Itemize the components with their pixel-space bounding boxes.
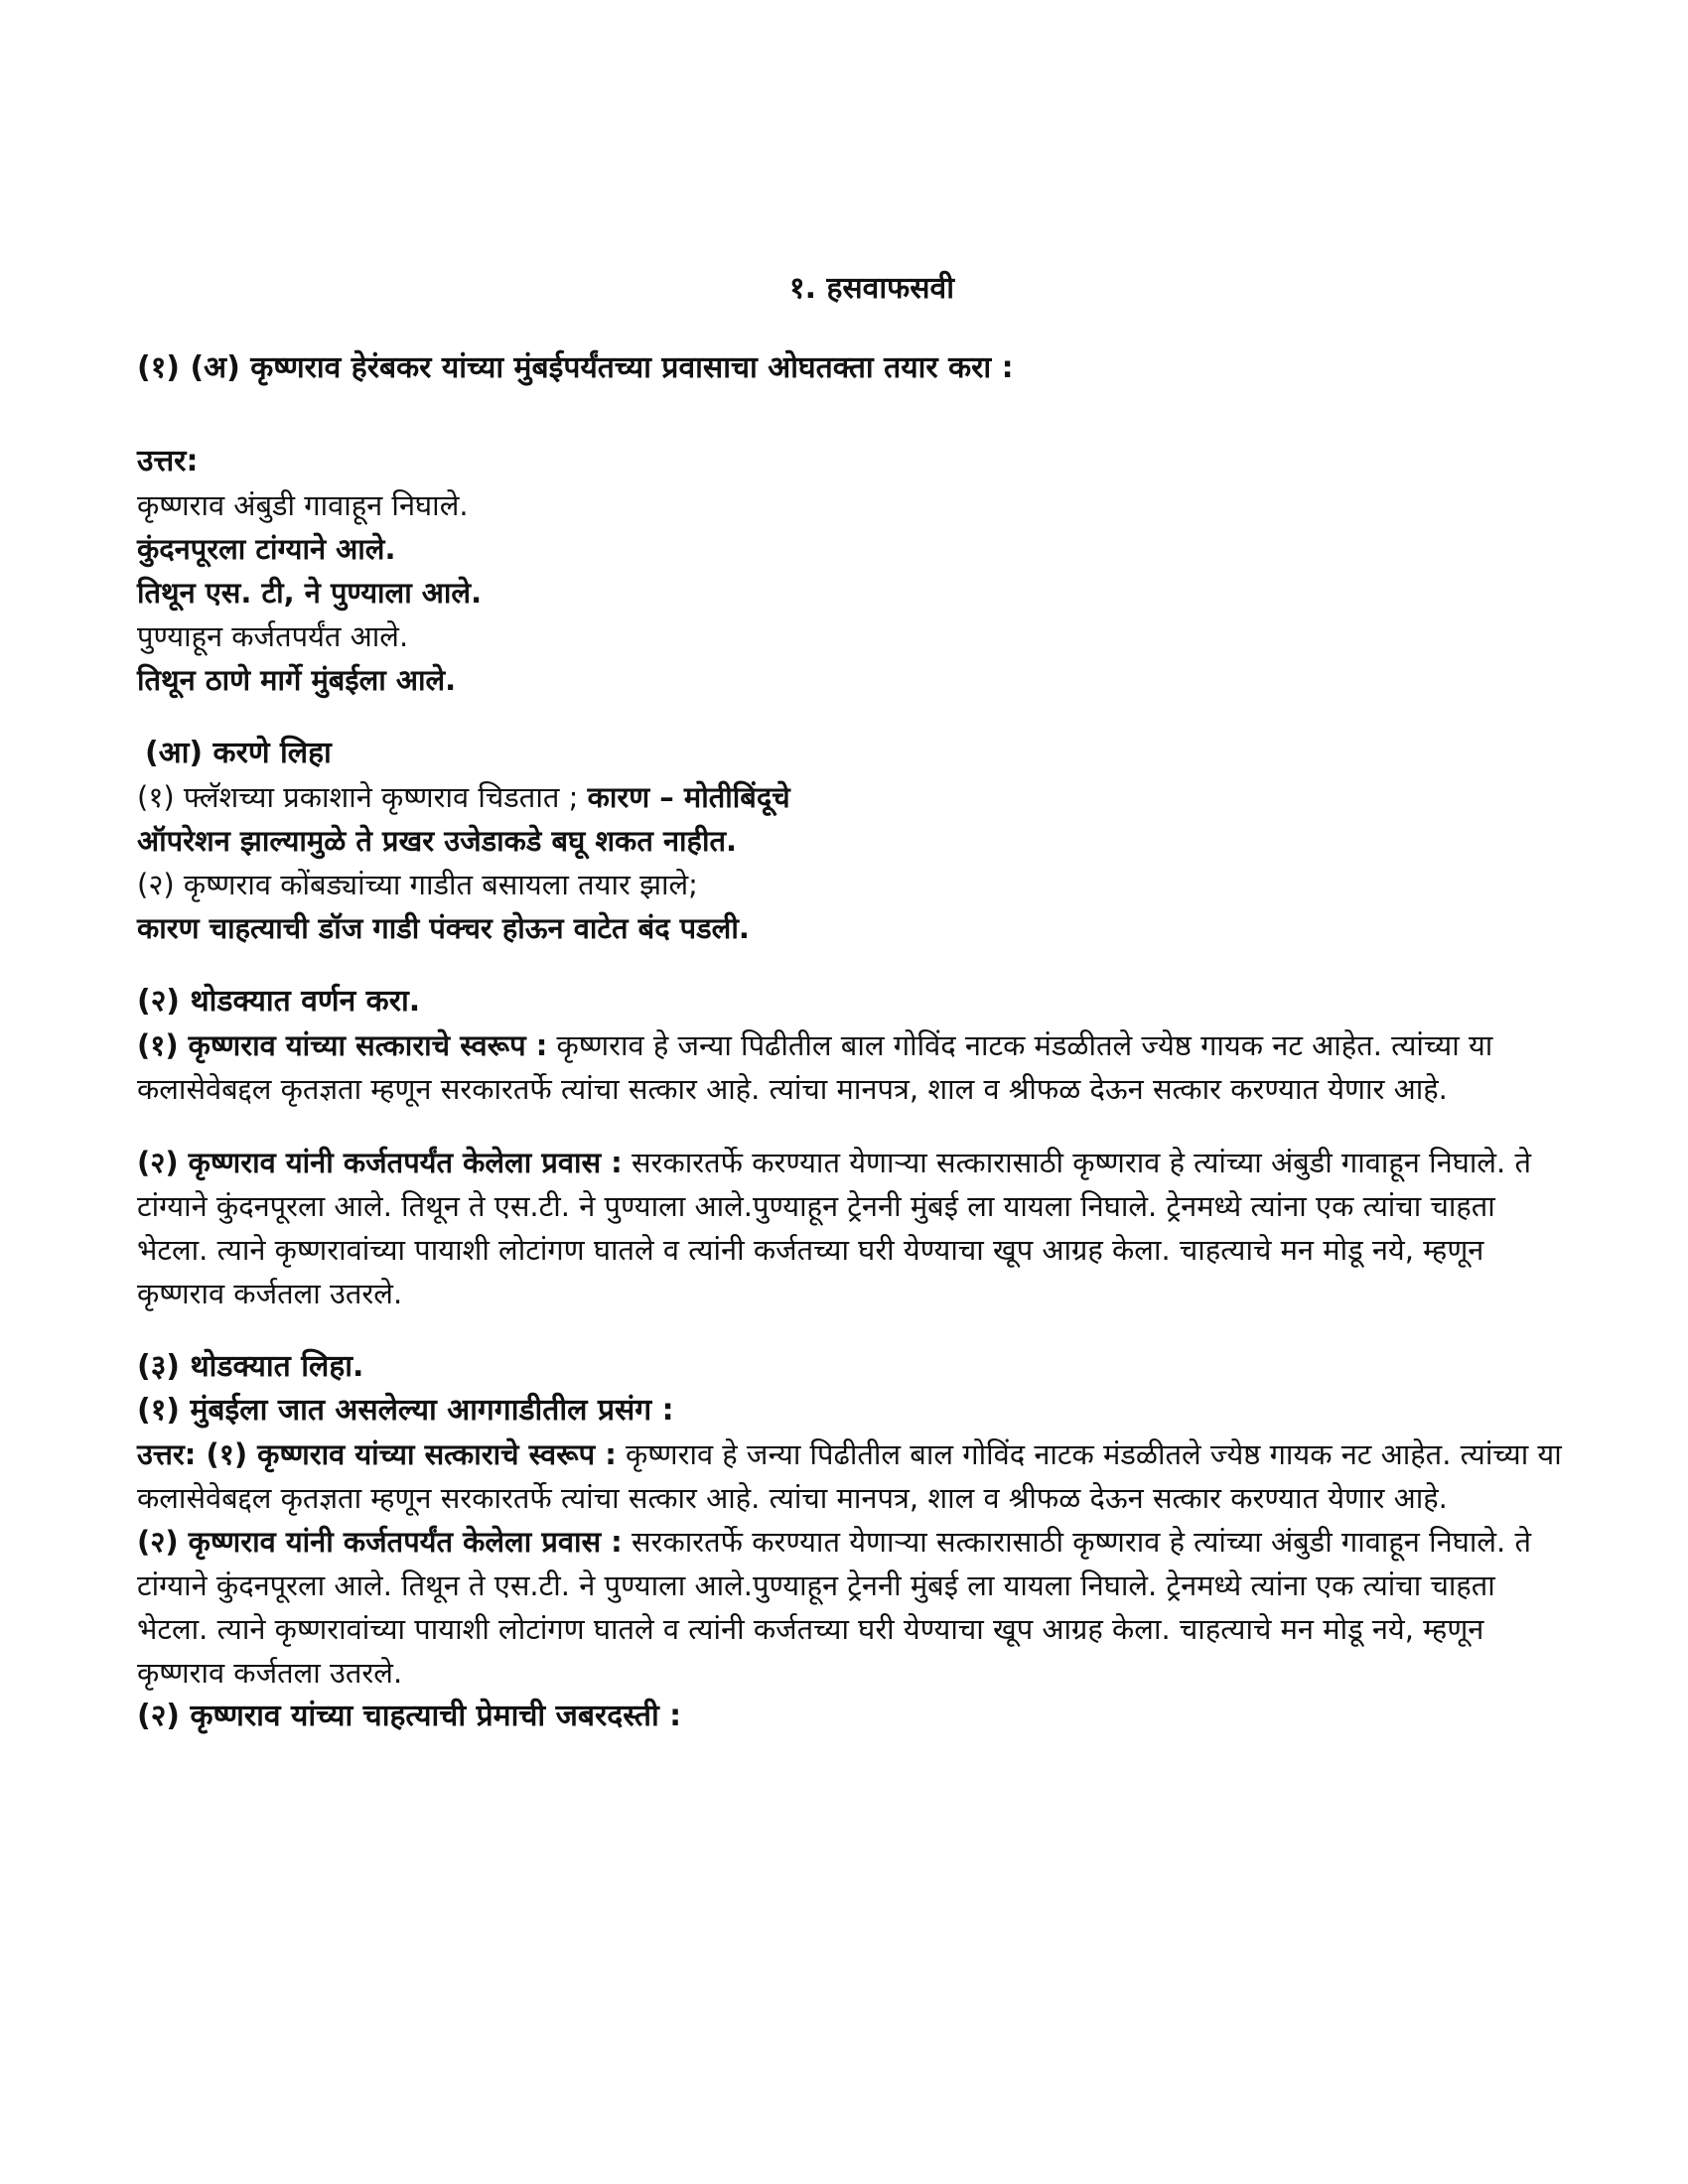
- reason-1-cause-b: ऑपरेशन झाल्यामुळे ते प्रखर उजेडाकडे बघू शकत नाहीत.: [137, 824, 738, 858]
- q3-sub-2: (२) कृष्णराव यांच्या चाहत्याची प्रेमाची जबरदस्ती :: [137, 1699, 682, 1733]
- q2-paragraph-2: [137, 1141, 1567, 1315]
- reason-1-cause-a: कारण – मोतीबिंदूचे: [587, 780, 790, 814]
- question-2-heading: (२) थोडक्यात वर्णन करा.: [137, 984, 421, 1019]
- q3-p2-label: (२) कृष्णराव यांनी कर्जतपर्यंत केलेला प्रवास :: [137, 1525, 623, 1559]
- q3-paragraph-2: [137, 1520, 1567, 1695]
- question-1a-heading: (१) (अ) कृष्णराव हेरंबकर यांच्या मुंबईपर्यंतच्या प्रवासाचा ओघतक्ता तयार करा :: [137, 350, 1014, 385]
- q2-paragraph-1: [137, 1024, 1567, 1111]
- reason-2-cause: कारण चाहत्याची डॉज गाडी पंक्चर होऊन वाटेत बंद पडली.: [137, 911, 750, 945]
- q3-p2-text: सरकारतर्फे करण्यात येणाऱ्या सत्कारासाठी कृष्णराव हे त्यांच्या अंबुडी गावाहून निघाले. ते टांग्याने कुंदनपूरला आले. तिथून ते एस.टी. ने पुण्याला आले.पुण्याहून ट्रेननी मुंबई ला यायला निघाले. ट्रेनमध्ये त्यांना एक त्यांचा चाहता भेटला. त्याने कृष्णरावांच्या पायाशी लोटांगण घातले व त्यांनी कर्जतच्या घरी येण्याचा खूप आग्रह केला. चाहत्याचे मन मोडू नये, म्हणून कृष्णराव कर्जतला उतरले.: [137, 1525, 1531, 1690]
- question-1b-heading: (आ) करणे लिहा: [145, 736, 332, 770]
- q2-p2-label: (२) कृष्णराव यांनी कर्जतपर्यंत केलेला प्रवास :: [137, 1146, 623, 1179]
- q3-sub-1: (१) मुंबईला जात असलेल्या आगगाडीतील प्रसंग :: [137, 1393, 674, 1428]
- flow-step-5: तिथून ठाणे मार्गे मुंबईला आले.: [137, 663, 457, 697]
- q3-answer-1: [137, 1433, 1567, 1520]
- q2-p1-label: (१) कृष्णराव यांच्या सत्काराचे स्वरूप :: [137, 1028, 548, 1062]
- q3-answer-text: कृष्णराव हे जन्या पिढीतील बाल गोविंद नाटक मंडळीतले ज्येष्ठ गायक नट आहेत. त्यांच्या या कलासेवेबद्दल कृतज्ञता म्हणून सरकारतर्फे त्यांचा सत्कार आहे. त्यांचा मानपत्र, शाल व श्रीफळ देऊन सत्कार करण्यात येणार आहे.: [137, 1437, 1562, 1515]
- document-page: [137, 266, 1567, 1738]
- q2-p1-text: कृष्णराव हे जन्या पिढीतील बाल गोविंद नाटक मंडळीतले ज्येष्ठ गायक नट आहेत. त्यांच्या या कलासेवेबद्दल कृतज्ञता म्हणून सरकारतर्फे त्यांचा सत्कार आहे. त्यांचा मानपत्र, शाल व श्रीफळ देऊन सत्कार करण्यात येणार आहे.: [137, 1028, 1493, 1106]
- reason-1: [137, 775, 1567, 819]
- q3-answer-label: उत्तर: (१) कृष्णराव यांच्या सत्काराचे स्वरूप :: [137, 1437, 617, 1471]
- flow-step-2: कुंदनपूरला टांग्याने आले.: [137, 532, 396, 566]
- reason-2-statement: (२) कृष्णराव कोंबड्यांच्या गाडीत बसायला तयार झाले;: [137, 868, 698, 901]
- answer-label: उत्तर:: [137, 444, 199, 478]
- question-3-heading: (३) थोडक्यात लिहा.: [137, 1349, 364, 1384]
- flow-step-1: कृष्णराव अंबुडी गावाहून निघाले.: [137, 488, 469, 522]
- flow-step-3: तिथून एस. टी, ने पुण्याला आले.: [137, 576, 483, 610]
- q2-p2-text: सरकारतर्फे करण्यात येणाऱ्या सत्कारासाठी कृष्णराव हे त्यांच्या अंबुडी गावाहून निघाले. ते टांग्याने कुंदनपूरला आले. तिथून ते एस.टी. ने पुण्याला आले.पुण्याहून ट्रेननी मुंबई ला यायला निघाले. ट्रेनमध्ये त्यांना एक त्यांचा चाहता भेटला. त्याने कृष्णरावांच्या पायाशी लोटांगण घातले व त्यांनी कर्जतच्या घरी येण्याचा खूप आग्रह केला. चाहत्याचे मन मोडू नये, म्हणून कृष्णराव कर्जतला उतरले.: [137, 1146, 1531, 1310]
- flow-step-4: पुण्याहून कर्जतपर्यंत आले.: [137, 619, 409, 653]
- chapter-title: १. हसवाफसवी: [789, 271, 954, 306]
- reason-1-statement: (१) फ्लॅशच्या प्रकाशाने कृष्णराव चिडतात ;: [137, 780, 588, 814]
